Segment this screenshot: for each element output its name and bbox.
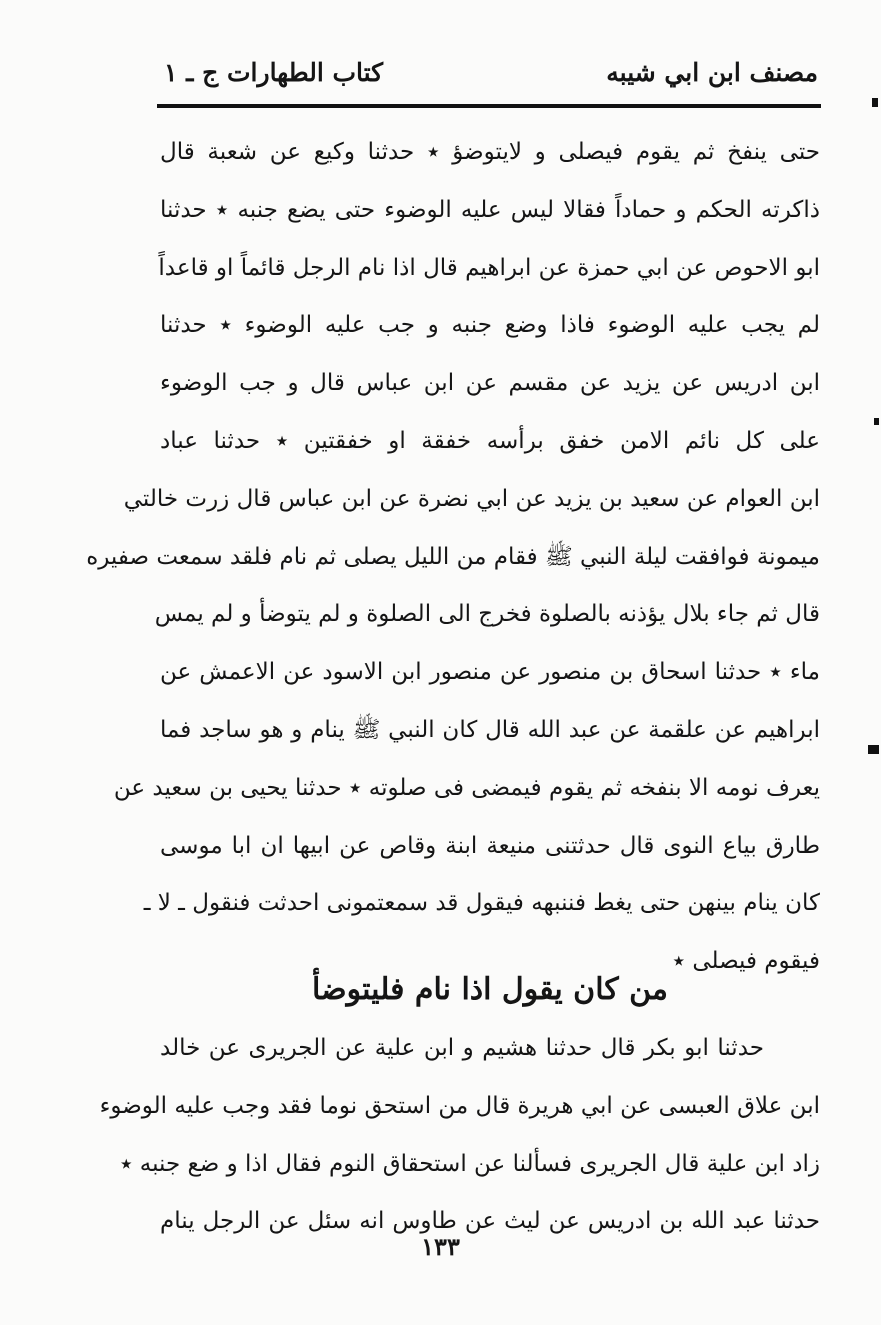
running-header — [160, 52, 820, 100]
text-line: يعرف نومه الا بنفخه ثم يقوم فيمضى فى صلوته ٭ حدثنا يحيى بن سعيد عن — [113, 774, 820, 801]
text-line: حتى ينفخ ثم يقوم فيصلى و لايتوضؤ ٭ حدثنا وكيع عن شعبة قال — [160, 139, 820, 165]
section-title: كتاب الطهارات ج ـ ١ — [164, 58, 384, 87]
main-text — [86, 124, 820, 991]
text-line: على كل نائم الامن خفق برأسه خفقة او خفقتين ٭ حدثنا عباد — [160, 427, 820, 454]
text-line: لم يجب عليه الوضوء فاذا وضع جنبه و جب عليه الوضوء ٭ حدثنا — [160, 312, 820, 339]
text-line: ابن ادريس عن يزيد عن مقسم عن ابن عباس قال و جب الوضوء — [160, 370, 820, 397]
text-line: زاد ابن علية قال الجريرى فسألنا عن استحقاق النوم فقال اذا و ضع جنبه ٭ — [119, 1150, 820, 1177]
section-text — [99, 1020, 820, 1251]
section-heading: من كان يقول اذا نام فليتوضأ — [312, 972, 668, 1007]
book-title: مصنف ابن ابي شيبه — [606, 58, 818, 87]
text-line: ماء ٭ حدثنا اسحاق بن منصور عن منصور ابن الاسود عن الاعمش عن — [160, 659, 820, 686]
text-line: ابو الاحوص عن ابي حمزة عن ابراهيم قال اذا نام الرجل قائماً او قاعداً — [158, 254, 820, 281]
text-line: فيقوم فيصلى ٭ — [672, 948, 820, 975]
text-line: ميمونة فوافقت ليلة النبي ﷺ فقام من الليل يصلى ثم نام فلقد سمعت صفيره — [86, 543, 820, 570]
margin-mark — [874, 418, 879, 425]
page-number: ١٣٣ — [421, 1232, 460, 1261]
text-line: ذاكرته الحكم و حماداً فقالا ليس عليه الوضوء حتى يضع جنبه ٭ حدثنا — [160, 196, 820, 223]
text-line: ابن العوام عن سعيد بن يزيد عن ابي نضرة عن ابن عباس قال زرت خالتي — [123, 485, 820, 512]
margin-mark — [868, 745, 879, 754]
text-line: طارق بياع النوى قال حدثتنى منيعة ابنة وقاص عن ابيها ان ابا موسى — [160, 832, 820, 859]
text-line: قال ثم جاء بلال يؤذنه بالصلوة فخرج الى الصلوة و لم يتوضأ و لم يمس — [154, 601, 820, 628]
text-line: حدثنا عبد الله بن ادريس عن ليث عن طاوس انه سئل عن الرجل ينام — [160, 1208, 820, 1235]
margin-mark — [872, 98, 878, 107]
text-line: ابراهيم عن علقمة عن عبد الله قال كان النبي ﷺ ينام و هو ساجد فما — [160, 716, 820, 743]
text-line: ابن علاق العبسى عن ابي هريرة قال من استحق نوما فقد وجب عليه الوضوء — [99, 1092, 820, 1119]
text-line: كان ينام بينهن حتى يغط فننبهه فيقول قد سمعتمونى احدثت فنقول ـ لا ـ — [143, 890, 820, 917]
header-rule — [157, 104, 821, 108]
text-line: حدثنا ابو بكر قال حدثنا هشيم و ابن علية عن الجريرى عن خالد — [160, 1035, 764, 1061]
